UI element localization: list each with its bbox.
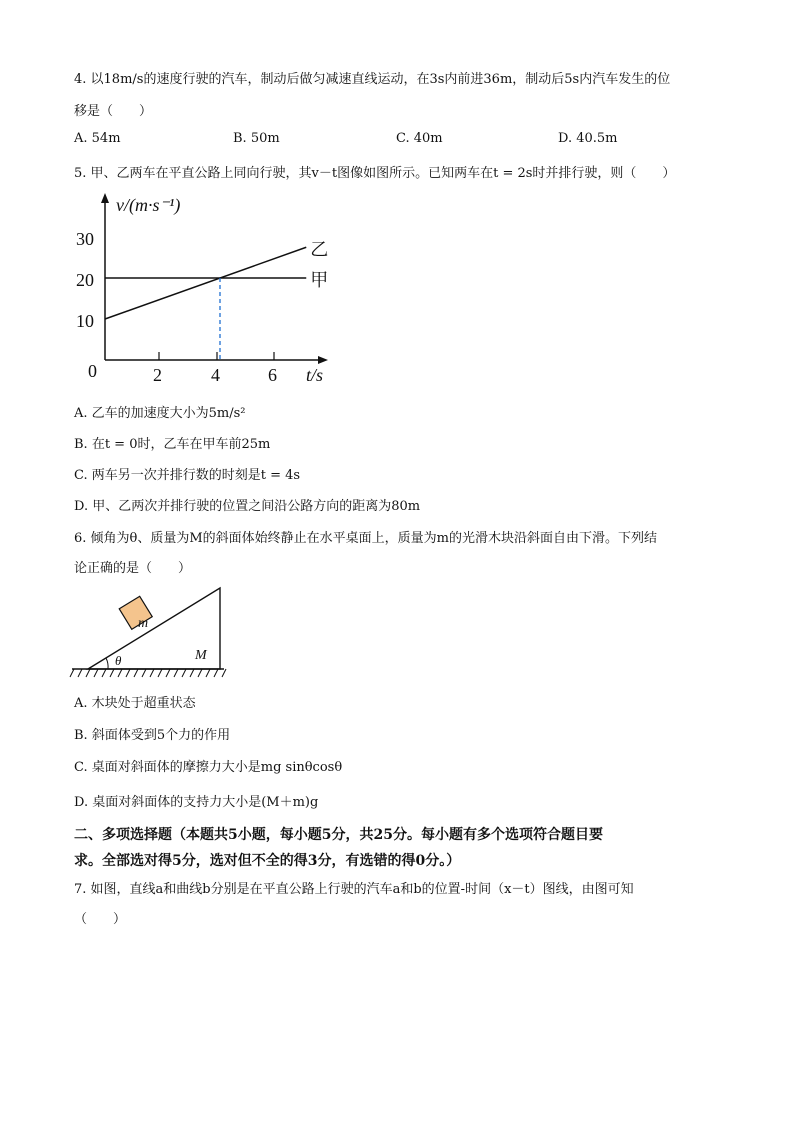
x-tick-6: 6 — [268, 365, 277, 385]
y-tick-10: 10 — [76, 311, 94, 331]
x-axis-label: t/s — [306, 365, 324, 385]
q6-option-d[interactable]: D. 桌面对斜面体的支持力大小是(M＋m)g — [74, 795, 319, 810]
y-tick-30: 30 — [76, 229, 94, 249]
series-line-yi — [105, 247, 306, 319]
wedge-label: M — [195, 648, 207, 663]
q5-option-a[interactable]: A. 乙车的加速度大小为5m/s² — [74, 406, 246, 421]
series-label-yi: 乙 — [310, 239, 329, 260]
y-axis-label: v/(m·s⁻¹) — [116, 195, 181, 215]
q5-option-d[interactable]: D. 甲、乙两次并排行驶的位置之间沿公路方向的距离为80m — [74, 499, 421, 514]
q4-option-d[interactable]: D. 40.5m — [558, 131, 618, 146]
q7-stem-line1: 7. 如图，直线a和曲线b分别是在平直公路上行驶的汽车a和b的位置-时间（x－t）图线，由图可知 — [74, 882, 634, 897]
q6-stem-line2: 论正确的是（ ） — [74, 561, 192, 576]
origin-label: 0 — [88, 361, 97, 381]
y-axis-arrow — [101, 193, 109, 203]
q6-option-a[interactable]: A. 木块处于超重状态 — [74, 696, 196, 711]
q5-option-b[interactable]: B. 在t = 0时，乙车在甲车前25m — [74, 437, 271, 452]
q4-option-c[interactable]: C. 40m — [396, 131, 443, 146]
q6-incline-figure — [70, 585, 230, 680]
q6-option-c[interactable]: C. 桌面对斜面体的摩擦力大小是mg sinθcosθ — [74, 760, 343, 775]
angle-arc — [106, 658, 108, 669]
x-tick-2: 2 — [153, 365, 162, 385]
q4-stem-line1: 4. 以18m/s的速度行驶的汽车，制动后做匀减速直线运动，在3s内前进36m，制动后5s内汽车发生的位 — [74, 72, 671, 87]
q4-stem-line2: 移是（ ） — [74, 104, 153, 119]
table-hatching — [70, 669, 226, 677]
angle-label: θ — [115, 653, 122, 668]
y-tick-20: 20 — [76, 270, 94, 290]
x-tick-4: 4 — [211, 365, 220, 385]
q5-option-c[interactable]: C. 两车另一次并排行数的时刻是t = 4s — [74, 468, 301, 483]
series-label-jia: 甲 — [310, 270, 329, 290]
q4-option-a[interactable]: A. 54m — [74, 131, 121, 146]
section2-title-line1: 二、多项选择题（本题共5小题，每小题5分，共25分。每小题有多个选项符合题目要 — [74, 827, 603, 843]
q4-option-b[interactable]: B. 50m — [233, 131, 280, 146]
q7-stem-line2: （ ） — [74, 912, 127, 927]
q5-stem: 5. 甲、乙两车在平直公路上同向行驶，其v－t图像如图所示。已知两车在t = 2s时并排行驶，则（ ） — [74, 166, 676, 181]
x-axis-arrow — [318, 356, 328, 364]
q6-option-b[interactable]: B. 斜面体受到5个力的作用 — [74, 728, 231, 743]
q5-vt-chart — [60, 185, 350, 390]
section2-title-line2: 求。全部选对得5分，选对但不全的得3分，有选错的得0分。） — [74, 853, 461, 869]
q6-stem-line1: 6. 倾角为θ、质量为M的斜面体始终静止在水平桌面上，质量为m的光滑木块沿斜面自由下滑。下列结 — [74, 531, 658, 546]
block-label: m — [138, 616, 149, 631]
